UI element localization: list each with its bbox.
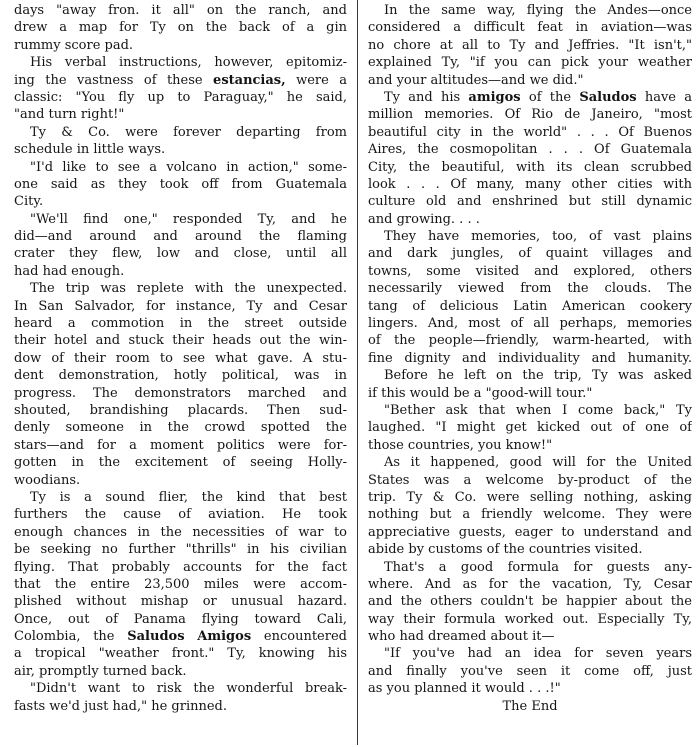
text-line: look . . . Of many, many other cities with [368, 176, 692, 192]
text-line: fasts we'd just had," he grinned. [14, 698, 228, 714]
text-line: that the entire 23,500 miles were accom- [14, 576, 347, 592]
text-line: enough chances in the necessities of war to [14, 524, 347, 540]
text-line: flying. That probably accounts for the fact [14, 559, 347, 575]
text-line: and the others couldn't be happier about the [368, 594, 692, 610]
text-line: as you planned it would . . .!" [368, 681, 561, 697]
text-line: and your altitudes—and we did." [368, 72, 584, 88]
column-divider [357, 0, 358, 745]
text-line: States was a welcome by-product of the [368, 472, 692, 488]
text-line: Colombia, the Saludos Amigos encountered [14, 629, 347, 645]
text-line: nothing but a friendly welcome. They were [368, 507, 692, 523]
text-line: rummy score pad. [14, 37, 134, 53]
text-line: His verbal instructions, however, epitomiz- [30, 55, 347, 71]
text-line: Before he left on the trip, Ty was asked [384, 368, 692, 384]
text-line: Once, out of Panama flying toward Cali, [14, 611, 347, 627]
text-line: dow of their room to see what gave. A stu- [14, 350, 347, 366]
text-line: considered a difficult feat in aviation—was [368, 20, 692, 36]
text-line: As it happened, good will for the United [384, 455, 692, 471]
text-line: Ty and his amigos of the Saludos have a [384, 89, 692, 105]
text-line: days "away fron. it all" on the ranch, and [14, 3, 347, 18]
text-line: where. And as for the vacation, Ty, Cesar [368, 576, 692, 592]
text-line: be seeking no further "thrills" in his civilian [14, 542, 347, 558]
text-line: The trip was replete with the unexpected. [30, 281, 347, 297]
text-line: ing the vastness of these estancias, were a [14, 72, 347, 88]
text-line: explained Ty, "if you can pick your weather [368, 55, 692, 71]
text-line: million memories. Of Rio de Janeiro, "most [368, 107, 692, 123]
text-line: if this would be a "good-will tour." [368, 385, 593, 401]
text-line: "If you've had an idea for seven years [384, 646, 692, 662]
text-line: progress. The demonstrators marched and [14, 385, 347, 401]
text-line: "I'd like to see a volcano in action," some- [30, 159, 347, 175]
text-line: lingers. And, most of all perhaps, memories [368, 316, 692, 332]
text-line: culture old and enshrined but still dynamic [368, 194, 692, 210]
text-line: one said as they took off from Guatemala [14, 176, 347, 192]
text-line: stars—and for a moment politics were for- [14, 437, 347, 453]
text-line: City. [14, 194, 44, 210]
text-line: beautiful city in the world" . . . Of Buenos [368, 124, 692, 140]
text-line: laughed. "I might get kicked out of one of [368, 420, 692, 436]
text-line: In San Salvador, for instance, Ty and Cesar [14, 298, 347, 314]
text-line: City, the beautiful, with its clean scrubbed [368, 159, 692, 175]
text-line: and dark jungles, of quaint villages and [368, 246, 692, 262]
text-line: plished without mishap or unusual hazard. [14, 594, 347, 610]
text-line: denly someone in the crowd spotted the [14, 420, 347, 436]
text-line: trip. Ty & Co. were selling nothing, asking [368, 489, 692, 505]
text-line: drew a map for Ty on the back of a gin [14, 20, 347, 36]
text-line: necessarily viewed from the clouds. The [368, 281, 692, 297]
text-line: classic: "You fly up to Paraguay," he said, [14, 89, 347, 105]
end-label: The End [502, 698, 558, 714]
text-line: Aires, the cosmopolitan . . . Of Guatemala [368, 142, 692, 158]
text-line: "Didn't want to risk the wonderful break- [30, 681, 347, 697]
text-line: those countries, you know!" [368, 437, 553, 453]
text-line: In the same way, flying the Andes—once [384, 3, 692, 18]
text-line: who had dreamed about it— [368, 629, 555, 645]
text-line: They have memories, too, of vast plains [384, 229, 692, 245]
text-line: had had enough. [14, 263, 125, 279]
text-line: way their formula worked out. Especially Ty, [368, 611, 692, 627]
text-line: air, promptly turned back. [14, 663, 187, 679]
text-line: furthers the cause of aviation. He took [14, 507, 347, 523]
text-line: appreciative guests, eager to understand and [368, 524, 692, 540]
right-column [368, 2, 692, 715]
text-line: no chore at all to Ty and Jeffries. "It isn't," [368, 37, 692, 53]
text-line: shouted, brandishing placards. Then sud- [14, 402, 347, 418]
text-line: a tropical "weather front." Ty, knowing his [14, 646, 347, 662]
text-line: and finally you've seen it come off, just [368, 663, 692, 679]
text-line: and growing. . . . [368, 211, 480, 227]
text-line: dent demonstration, hotly political, was in [14, 368, 347, 384]
right-column-lines [368, 2, 692, 698]
text-line: woodians. [14, 472, 81, 488]
text-line: Ty is a sound flier, the kind that best [30, 489, 347, 505]
text-line: "We'll find one," responded Ty, and he [30, 211, 347, 227]
text-line: schedule in little ways. [14, 142, 166, 158]
text-line: abide by customs of the countries visited. [368, 542, 643, 558]
text-line: did—and around and around the flaming [14, 229, 347, 245]
text-line: That's a good formula for guests any- [384, 559, 692, 575]
text-line: "and turn right!" [14, 107, 125, 123]
text-line: their hotel and stuck their heads out the win- [14, 333, 347, 349]
text-line: gotten in the excitement of seeing Holly- [14, 455, 347, 471]
text-line: "Bether ask that when I come back," Ty [384, 402, 692, 418]
text-line: tang of delicious Latin American cookery [368, 298, 692, 314]
left-column [14, 2, 347, 715]
text-line: towns, some visited and explored, others [368, 263, 692, 279]
text-line: Ty & Co. were forever departing from [30, 124, 347, 140]
text-line: heard a commotion in the street outside [14, 316, 347, 332]
text-line: of the people—friendly, warm-hearted, with [368, 333, 692, 349]
text-line: crater they flew, low and close, until all [14, 246, 347, 262]
text-line: fine dignity and individuality and humanity. [368, 350, 692, 366]
